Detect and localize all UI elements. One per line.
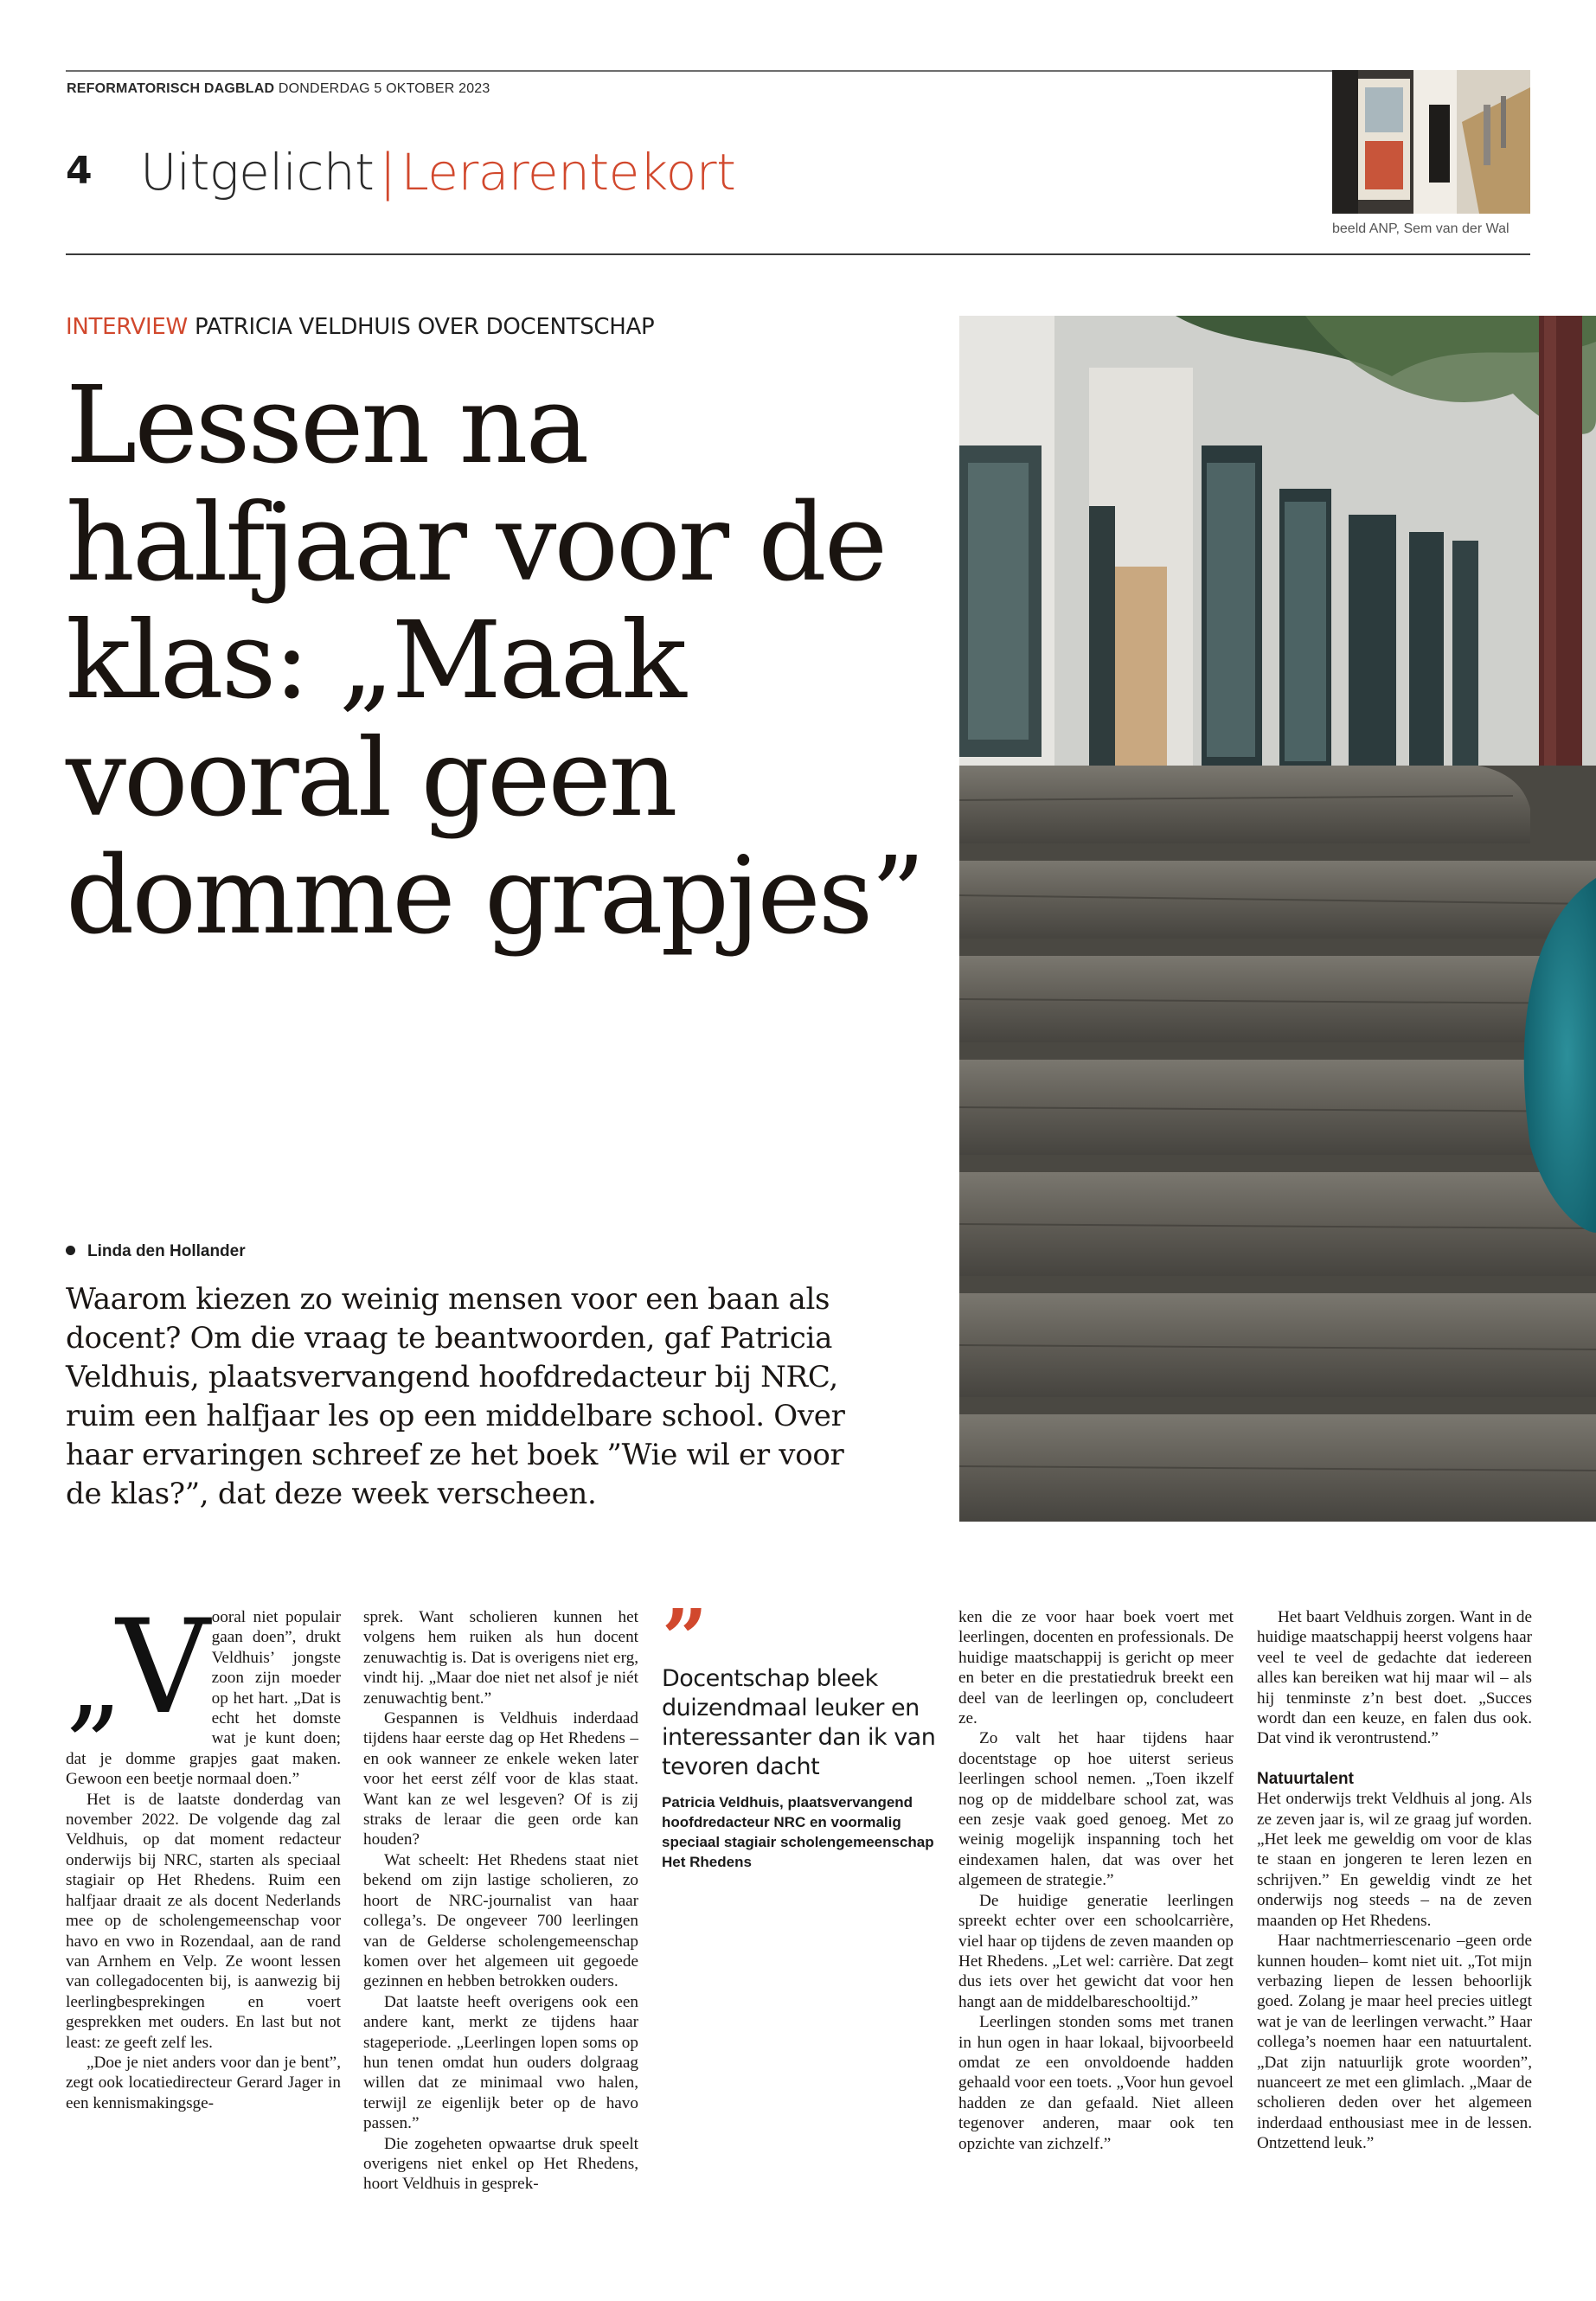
body-paragraph: ken die ze voor haar boek voert met leerlingen, docenten en professionals. De huidige maatschappij is gericht op meer en beter en die prestatiedruk breekt een deel van de leerlingen op, concludeert ze. [958,1608,1234,1728]
body-paragraph: ooral niet populair gaan doen”, drukt Veldhuis’ jongste zoon zijn moeder op het hart. „Dat is echt het domste wat je kunt doen; dat je domme grapjes gaat maken. Gewoon een beetje normaal doen.” [66,1608,341,1789]
body-column-5 [1257,1607,1532,2154]
pull-quote [662,1592,940,1872]
header-photo [1332,70,1530,214]
body-paragraph: Gespannen is Veldhuis inderdaad tijdens haar eerste dag op Het Rhedens – en ook wanneer ze enkele weken later voor het eerst zélf voor de klas staat. Want kan ze wel lesgeven? Of is zij straks de leraar die geen orde kan houden? [363,1709,638,1849]
subsection-name: Lerarentekort [401,143,736,202]
quote-mark-icon: ” [662,1592,708,1685]
body-paragraph: De huidige generatie leerlingen spreekt echter over een schoolcarrière, viel haar op tijdens de zeven maanden op Het Rhedens. „Let wel: carrière. Dat zegt dus iets over het gewicht dat voor hen hangt aan de middelbareschooltijd.” [958,1891,1234,2011]
dropcap-letter: V [116,1593,207,1743]
dropcap-quote: „ [66,1615,117,1744]
dropcap [66,1593,207,1744]
kicker-tag: INTERVIEW [66,314,188,340]
body-paragraph: Wat scheelt: Het Rhedens staat niet bekend om zijn lastige scholieren, zo hoort de NRC-journalist van haar collega’s. De ongeveer 700 leerlingen van de Gelderse scholengemeenschap komen over het algemeen uit gegoede gezinnen en hebben betrokken ouders. [363,1850,638,1991]
body-column-4 [958,1607,1234,2154]
issue-date: DONDERDAG 5 OKTOBER 2023 [278,81,490,96]
hero-photo [959,316,1596,1522]
section-title [140,143,735,202]
body-column-1 [66,1593,341,2113]
body-paragraph: Haar nachtmerriescenario –geen orde kunnen houden– komt niet uit. „Tot mijn verbazing liepen de lessen behoorlijk goed. Zolang je maar heel precies uitlegt wat je van de leerlingen verwacht.” Haar collega’s noemen haar een natuurtalent. „Dat zijn natuurlijk grote woorden”, nuanceert ze met een glimlach. „Maar de scholieren deden over het algemeen inderdaad enthousiast mee in de lessen. Ontzettend leuk.” [1257,1932,1532,2153]
byline [66,1242,246,1261]
masthead [67,81,490,97]
body-paragraph: Het baart Veldhuis zorgen. Want in de huidige maatschappij heerst volgens haar veel te veel de gedachte dat iedereen alles kan bereiken wat hij maar wil – als hij tenminste z’n best doet. „Succes wordt dan een keuze, en falen dus ook. Dat vind ik verontrustend.” [1257,1608,1532,1748]
intro-paragraph: Waarom kiezen zo weinig mensen voor een baan als docent? Om die vraag te beantwoorden, gaf Patricia Veldhuis, plaatsvervangend hoofdredacteur bij NRC, ruim een halfjaar les op een middelbare school. Over haar ervaringen schreef ze het boek ”Wie wil er voor de klas?”, dat deze week verscheen. [66,1282,845,1511]
body-paragraph: Dat laatste heeft overigens ook een andere kant, merkt ze tijdens haar stageperiode. „Leerlingen lopen soms op hun tenen omdat hun ouders dolgraag willen dat ze minimaal vwo halen, terwijl ze eigenlijk beter op de havo passen.” [363,1992,638,2133]
body-paragraph: sprek. Want scholieren kunnen het volgens hem ruiken als hun docent zenuwachtig is. Dat is overigens niet erg, vindt hij. „Maar doe niet net alsof je niét zenuwachtig bent.” [363,1608,638,1708]
body-paragraph: Zo valt het haar tijdens haar docentstage op hoe uiterst serieus leerlingen school nemen. „Toen ikzelf nog op de middelbare school zat, was een zesje vaak goed genoeg. Met zo weinig mogelijk inspanning toch het eindexamen halen, dat was over het algemeen de strategie.” [958,1729,1234,1890]
body-paragraph: „Doe je niet anders voor dan je bent”, zegt ook locatiedirecteur Gerard Jager in een kennismakingsge- [66,2053,341,2112]
masthead-rule [66,70,1530,72]
byline-bullet-icon [66,1246,75,1255]
pull-quote-text: Docentschap bleek duizendmaal leuker en interessanter dan ik van tevoren dacht [662,1665,936,1780]
section-name: Uitgelicht [140,143,375,202]
header-rule [66,253,1530,255]
section-separator: | [379,143,396,202]
photo-credit: beeld ANP, Sem van der Wal [1332,221,1509,236]
page-number: 4 [66,149,93,193]
pull-quote-attribution: Patricia Veldhuis, plaatsvervangend hoofdredacteur NRC en voormalig speciaal stagiair scholengemeenschap Het Rhedens [662,1794,934,1870]
author-name: Linda den Hollander [87,1242,246,1260]
body-column-2 [363,1607,638,2195]
subheading: Natuurtalent [1257,1769,1354,1788]
article-kicker [66,314,654,340]
body-paragraph: Het onderwijs trekt Veldhuis al jong. Als ze zeven jaar is, wil ze graag juf worden. „Het leek me geweldig om voor de klas te staan en jongeren te leren lezen en schrijven.” En geweldig vindt ze het onderwijs nog steeds – na de zeven maanden op Het Rhedens. [1257,1790,1532,1930]
body-paragraph: Leerlingen stonden soms met tranen in hun ogen in haar lokaal, bijvoorbeeld omdat ze een onvoldoende hadden gehaald voor een toets. „Voor hun gevoel hadden ze dan gefaald. Niet alleen tegenover anderen, maar ook ten opzichte van zichzelf.” [958,2013,1234,2153]
paper-name: REFORMATORISCH DAGBLAD [67,81,275,96]
headline: Lessen na halfjaar voor de klas: „Maak vooral geen domme grapjes” [66,363,923,958]
kicker-text: PATRICIA VELDHUIS OVER DOCENTSCHAP [194,314,655,340]
body-paragraph: Die zogeheten opwaartse druk speelt overigens niet enkel op Het Rhedens, hoort Veldhuis in gesprek- [363,2134,638,2194]
body-paragraph: Het is de laatste donderdag van november 2022. De volgende dag zal Veldhuis, op dat moment redacteur onderwijs bij NRC, starten als speciaal stagiair op Het Rhedens. Ruim een halfjaar draait ze als docent Nederlands mee op de scholengemeenschap voor havo en vwo in Rozendaal, aan de rand van Arnhem en Velp. Ze woont lessen van collegadocenten bij, is aanwezig bij leerlingbesprekingen en voert gesprekken met ouders. En last but not least: ze geeft zelf les. [66,1790,341,2052]
